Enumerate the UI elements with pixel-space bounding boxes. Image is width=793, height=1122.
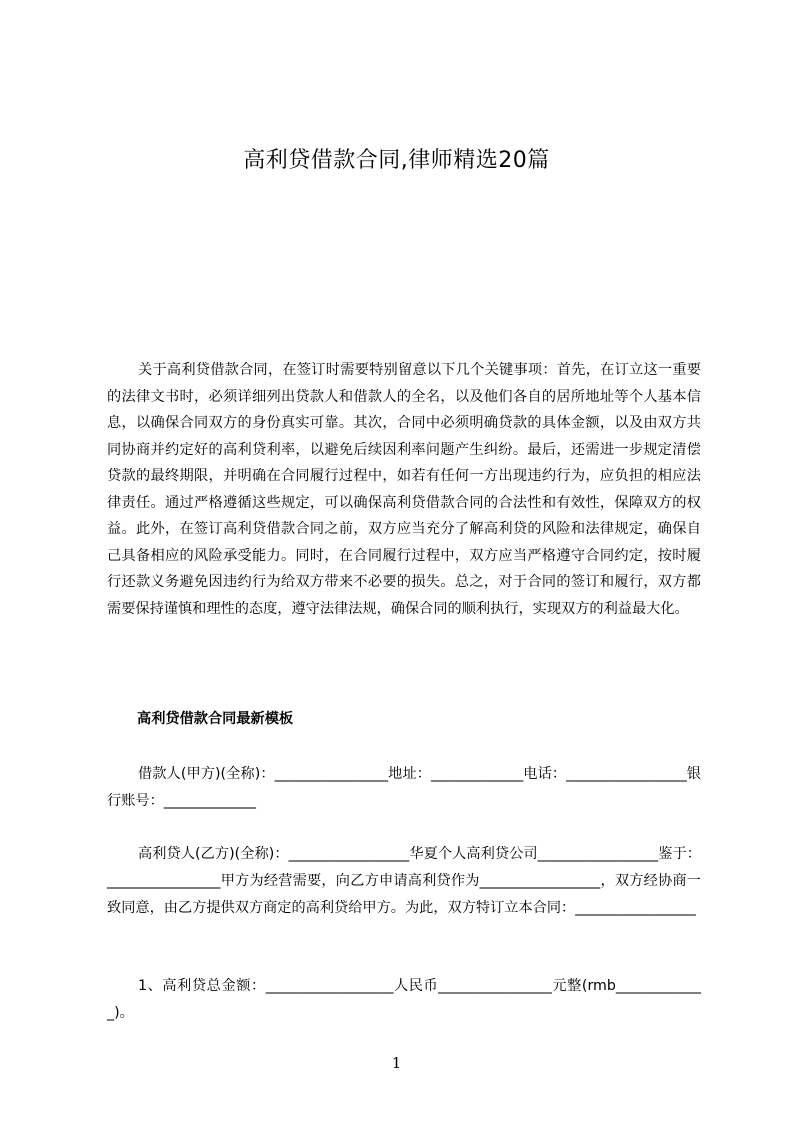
page-number: 1 (391, 1054, 402, 1072)
section-heading: 高利贷借款合同最新模板 (137, 711, 294, 727)
intro-paragraph: 关于高利贷借款合同，在签订时需要特别留意以下几个关键事项：首先，在订立这一重要的法律文书时，必须详细列出贷款人和借款人的全名，以及他们各自的居所地址等个人基本信息，以确保合同双方的身份真实可靠。其次，合同中必须明确贷款的具体金额，以及由双方共同协商并约定好的高利贷利率，以避免后续因利率问题产生纠纷。最后，还需进一步规定清偿贷款的最终期限，并明确在合同履行过程中，如若有任何一方出现违约行为，应负担的相应法律责任。通过严格遵循这些规定，可以确保高利贷借款合同的合法性和有效性，保障双方的权益。此外，在签订高利贷借款合同之前，双方应当充分了解高利贷的风险和法律规定，确保自己具备相应的风险承受能力。同时，在合同履行过程中，双方应当严格遵守合同约定，按时履行还款义务避免因违约行为给双方带来不必要的损失。总之，对于合同的签订和履行，双方都需要保持谨慎和理性的态度，遵守法律法规，确保合同的顺利执行，实现双方的利益最大化。 (107, 362, 701, 617)
borrower-info-paragraph: 借款人(甲方)(全称)：________________地址：_____________电话：_________________银行账号：_____________ (107, 766, 701, 809)
loan-amount-clause: 1、高利贷总金额：__________________人民币________________元整(rmb_____________)。 (107, 978, 701, 1021)
lender-info-paragraph: 高利贷人(乙方)(全称)：_________________华夏个人高利贷公司_________________鉴于：________________甲方为经营需要，向乙方申请高利贷作为_________________，双方经协商一致同意，由乙方提供双方商定的高利贷给甲方。为此，双方特订立本合同：_________________ (107, 846, 701, 916)
document-title: 高利贷借款合同,律师精选20篇 (243, 148, 550, 173)
